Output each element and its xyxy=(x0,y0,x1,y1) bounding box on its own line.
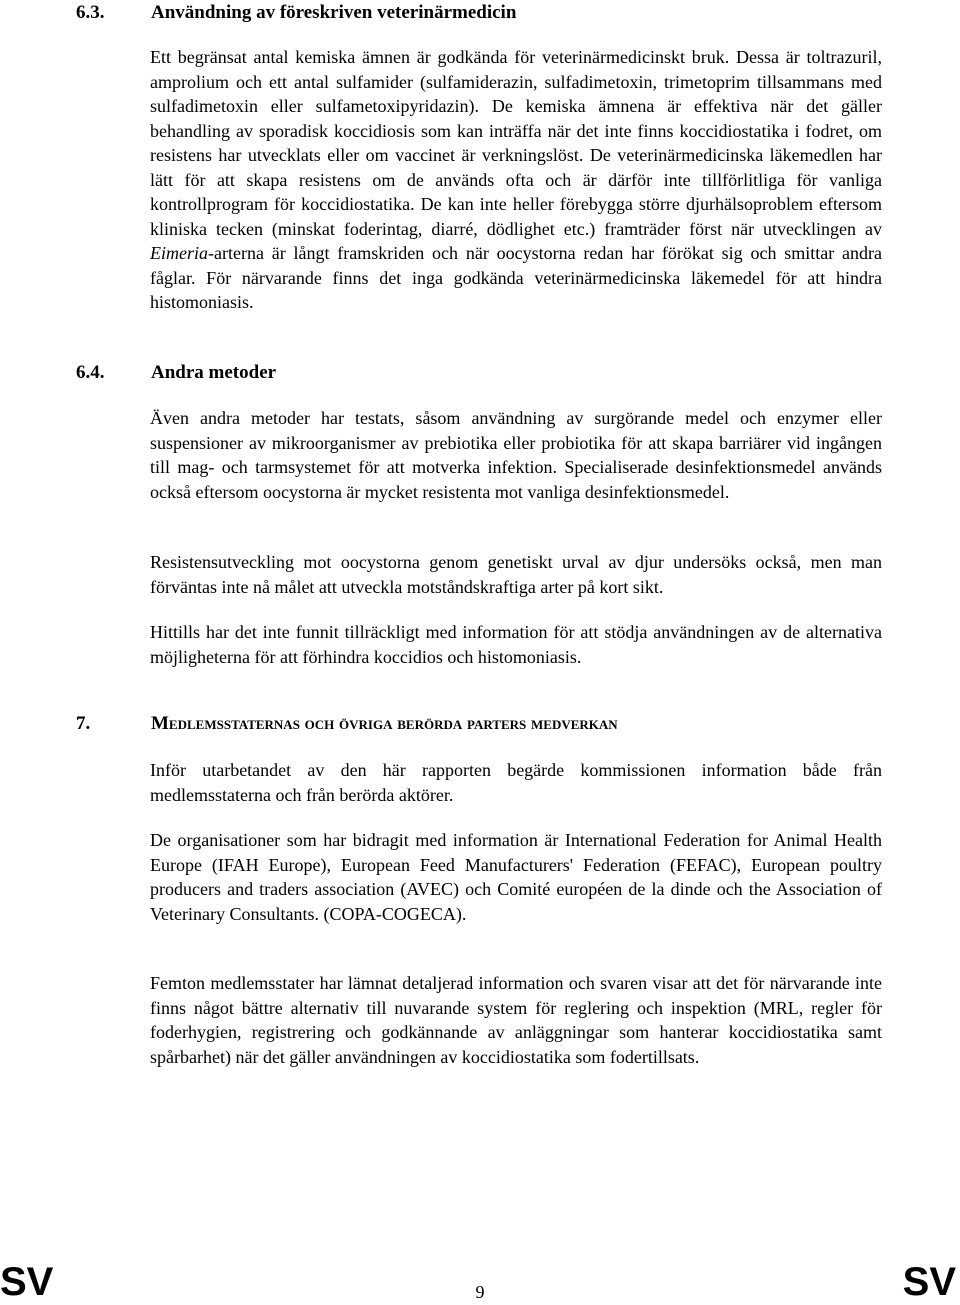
paragraph-6-4-1: Även andra metoder har testats, såsom användning av surgörande medel och enzymer eller suspensioner av mikroorganismer av prebiotika eller probiotika för att skapa barriärer vid ingången till mag- och tarmsystemet för att motverka infektion. Specialiserade desinfektionsmedel används också eftersom oocystorna är mycket resistenta mot vanliga desinfektionsmedel. xyxy=(150,408,882,502)
section-number: 6.3. xyxy=(76,2,105,23)
paragraph-7-2: De organisationer som har bidragit med information är International Federation for Animal Health Europe (IFAH Europe), European Feed Manufacturers' Federation (FEFAC), European poultry producers and traders association (AVEC) och Comité européen de la dinde och the Association of Veterinary Consultants. (COPA-COGECA). xyxy=(150,830,882,924)
paragraph-6-4-3: Hittills har det inte funnit tillräckligt med information för att stödja användningen av de alternativa möjligheterna för att förhindra koccidios och histomoniasis. xyxy=(150,622,882,667)
footer-page-number: 9 xyxy=(475,1282,485,1302)
footer-language-right: SV xyxy=(902,1260,956,1304)
italic-term: Eimeria xyxy=(150,243,208,263)
section-title: Medlemsstaternas och övriga berörda parters medverkan xyxy=(151,713,618,734)
section-title: Användning av föreskriven veterinärmedicin xyxy=(151,2,517,23)
paragraph-6-3 xyxy=(150,45,882,315)
section-number: 7. xyxy=(76,713,91,734)
paragraph-text: Ett begränsat antal kemiska ämnen är godkända för veterinärmedicinskt bruk. Dessa är toltrazuril, amprolium och ett antal sulfamider (sulfamiderazin, sulfadimetoxin, trimetoprim tillsammans med sulfadimetoxin eller sulfametoxipyridazin). De kemiska ämnena är effektiva när det gäller behandling av sporadisk koccidiosis som kan inträffa när det inte finns koccidiostatika i fodret, om resistens har utvecklats eller om vaccinet är verkningslöst. De veterinärmedicinska läkemedlen har lätt för att skapa resistens om de används ofta och är därför inte tillförlitliga för vanliga kontrollprogram för koccidiostatika. De kan inte heller förebygga större djurhälsoproblem eftersom kliniska tecken (minskat foderintag, diarré, dödlighet etc.) framträder först när utvecklingen av xyxy=(150,47,882,239)
paragraph-7-1: Inför utarbetandet av den här rapporten begärde kommissionen information både från medlemsstaterna och från berörda aktörer. xyxy=(150,760,882,805)
paragraph-6-4-2: Resistensutveckling mot oocystorna genom genetiskt urval av djur undersöks också, men man förväntas inte nå målet att utveckla motståndskraftiga arter på kort sikt. xyxy=(150,552,882,597)
section-number: 6.4. xyxy=(76,362,105,383)
footer-language-left: SV xyxy=(0,1260,54,1304)
section-title: Andra metoder xyxy=(151,362,277,383)
paragraph-7-3: Femton medlemsstater har lämnat detaljerad information och svaren visar att det för närvarande inte finns något bättre alternativ till nuvarande system för reglering och inspektion (MRL, regler för foderhygien, registrering och godkännande av anläggningar som hanterar koccidiostatika samt spårbarhet) när det gäller användningen av koccidiostatika som fodertillsats. xyxy=(150,973,882,1067)
paragraph-text: -arterna är långt framskriden och när oocystorna redan har förökat sig och smittar andra fåglar. För närvarande finns det inga godkända veterinärmedicinska läkemedel för att hindra histomoniasis. xyxy=(150,243,882,312)
